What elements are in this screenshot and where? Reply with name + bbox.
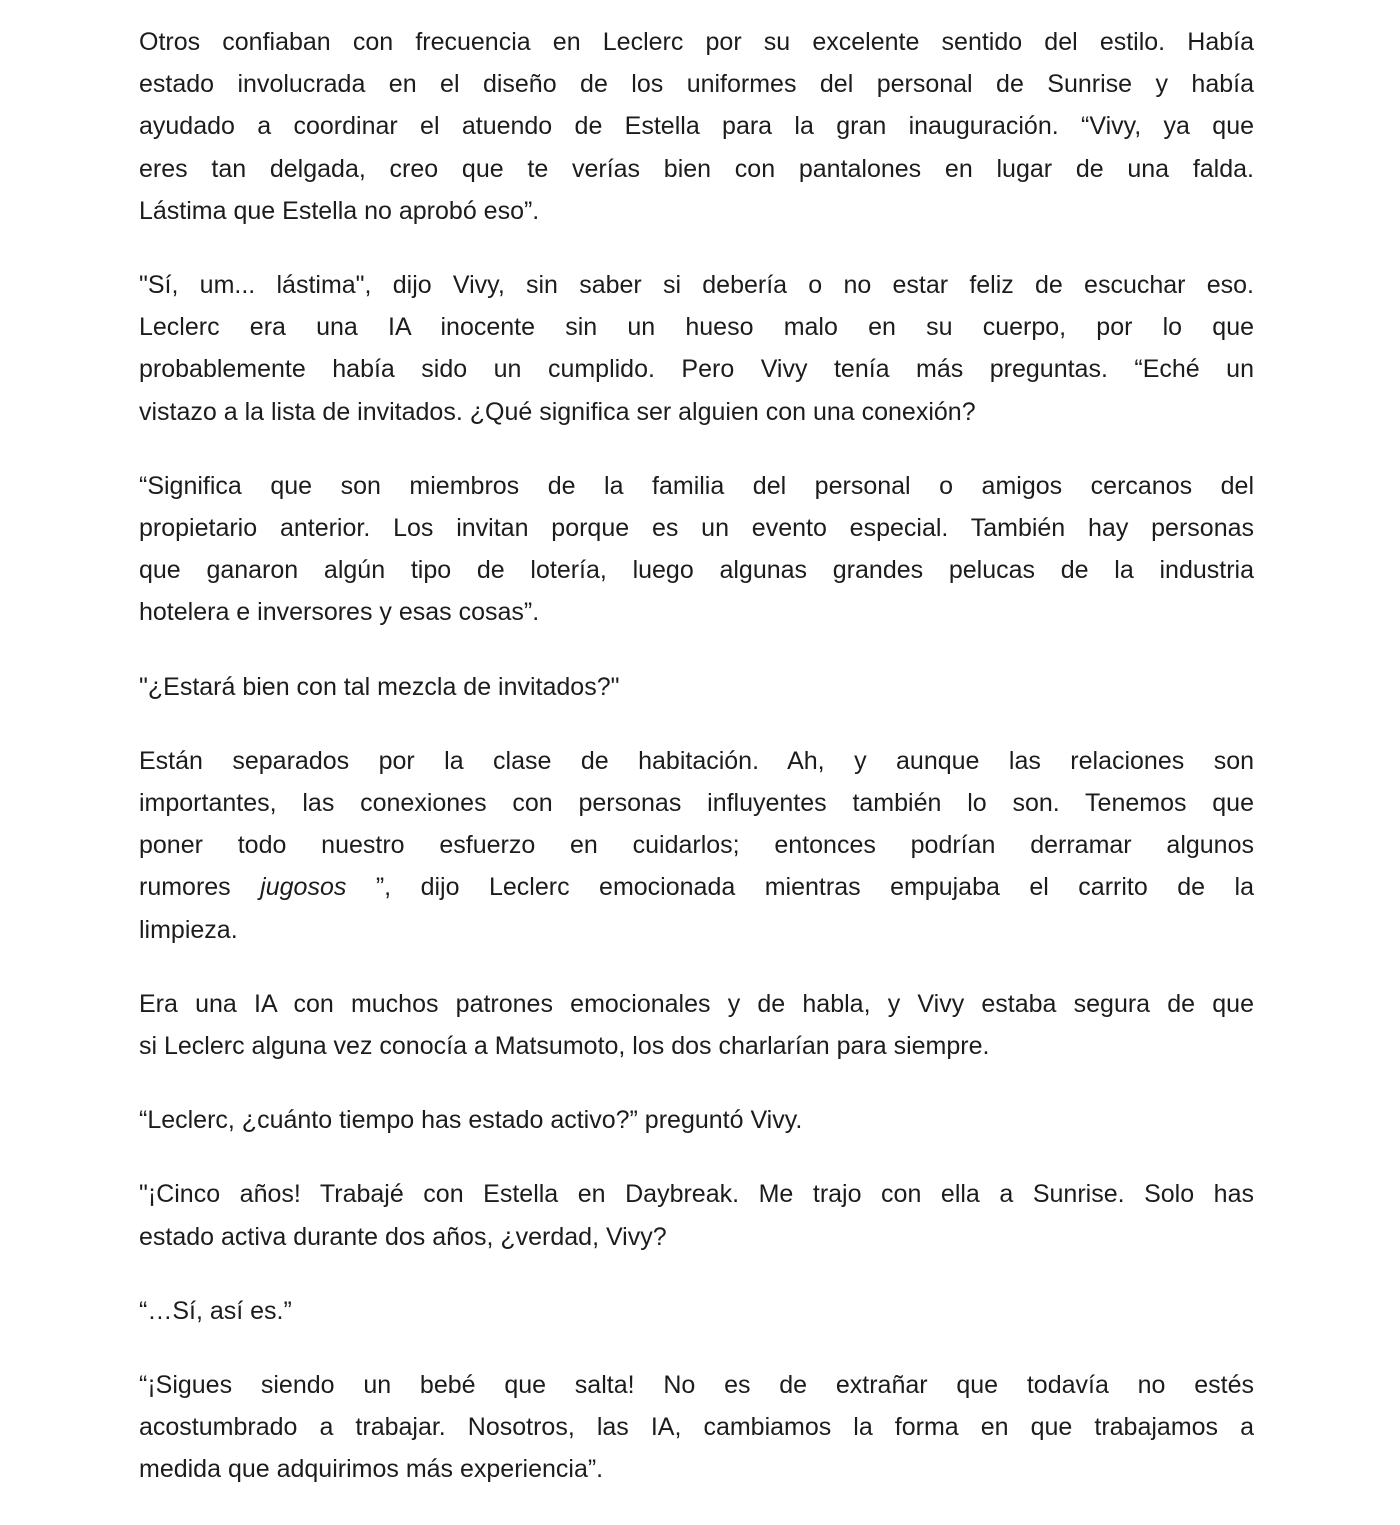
text-line: si Leclerc alguna vez conocía a Matsumoto, los dos charlarían para siempre. — [139, 1032, 990, 1061]
text-line: "¿Estará bien con tal mezcla de invitados?" — [139, 672, 620, 701]
text-line: probablemente había sido un cumplido. Pero Vivy tenía más preguntas. “Eché un — [139, 355, 1254, 384]
text-segment: ”, dijo Leclerc emocionada mientras empujaba el carrito de la — [346, 873, 1254, 902]
text-line: “…Sí, así es.” — [139, 1296, 292, 1325]
paragraph — [139, 740, 1254, 951]
text-line: poner todo nuestro esfuerzo en cuidarlos; entonces podrían derramar algunos — [139, 831, 1254, 860]
paragraph — [139, 983, 1254, 1067]
paragraph — [139, 1173, 1254, 1257]
text-line: Leclerc era una IA inocente sin un hueso malo en su cuerpo, por lo que — [139, 313, 1254, 342]
text-line: propietario anterior. Los invitan porque es un evento especial. También hay personas — [139, 514, 1254, 543]
paragraph — [139, 1099, 1254, 1141]
text-line: limpieza. — [139, 915, 238, 944]
paragraph — [139, 666, 1254, 708]
text-line: Lástima que Estella no aprobó eso”. — [139, 196, 540, 225]
italic-text: jugosos — [260, 873, 347, 902]
text-line: “¡Sigues siendo un bebé que salta! No es de extrañar que todavía no estés — [139, 1371, 1254, 1400]
text-line: estado involucrada en el diseño de los uniformes del personal de Sunrise y había — [139, 70, 1254, 99]
text-line: estado activa durante dos años, ¿verdad, Vivy? — [139, 1222, 667, 1251]
paragraph — [139, 1364, 1254, 1491]
text-line: importantes, las conexiones con personas influyentes también lo son. Tenemos que — [139, 789, 1254, 818]
paragraph — [139, 264, 1254, 433]
text-line: acostumbrado a trabajar. Nosotros, las IA, cambiamos la forma en que trabajamos a — [139, 1413, 1254, 1442]
text-line: hotelera e inversores y esas cosas”. — [139, 598, 540, 627]
text-line: "¡Cinco años! Trabajé con Estella en Daybreak. Me trajo con ella a Sunrise. Solo has — [139, 1180, 1254, 1209]
text-line: Están separados por la clase de habitación. Ah, y aunque las relaciones son — [139, 746, 1254, 775]
paragraph — [139, 1290, 1254, 1332]
text-line: medida que adquirimos más experiencia”. — [139, 1455, 604, 1484]
paragraph — [139, 21, 1254, 232]
text-line: “Leclerc, ¿cuánto tiempo has estado activo?” preguntó Vivy. — [139, 1106, 803, 1135]
text-line: “Significa que son miembros de la familia del personal o amigos cercanos del — [139, 471, 1254, 500]
text-line: Era una IA con muchos patrones emocionales y de habla, y Vivy estaba segura de que — [139, 989, 1254, 1018]
document-page — [139, 21, 1254, 1523]
text-line: Otros confiaban con frecuencia en Leclerc por su excelente sentido del estilo. Había — [139, 28, 1254, 56]
text-line: "Sí, um... lástima", dijo Vivy, sin saber si debería o no estar feliz de escuchar eso. — [139, 271, 1254, 300]
text-line: ayudado a coordinar el atuendo de Estella para la gran inauguración. “Vivy, ya que — [139, 112, 1254, 141]
text-line — [139, 866, 1254, 908]
paragraph — [139, 465, 1254, 634]
text-segment: rumores — [139, 873, 261, 902]
text-line: eres tan delgada, creo que te verías bien con pantalones en lugar de una falda. — [139, 154, 1254, 183]
text-line: que ganaron algún tipo de lotería, luego algunas grandes pelucas de la industria — [139, 556, 1254, 585]
text-line: vistazo a la lista de invitados. ¿Qué significa ser alguien con una conexión? — [139, 397, 976, 426]
